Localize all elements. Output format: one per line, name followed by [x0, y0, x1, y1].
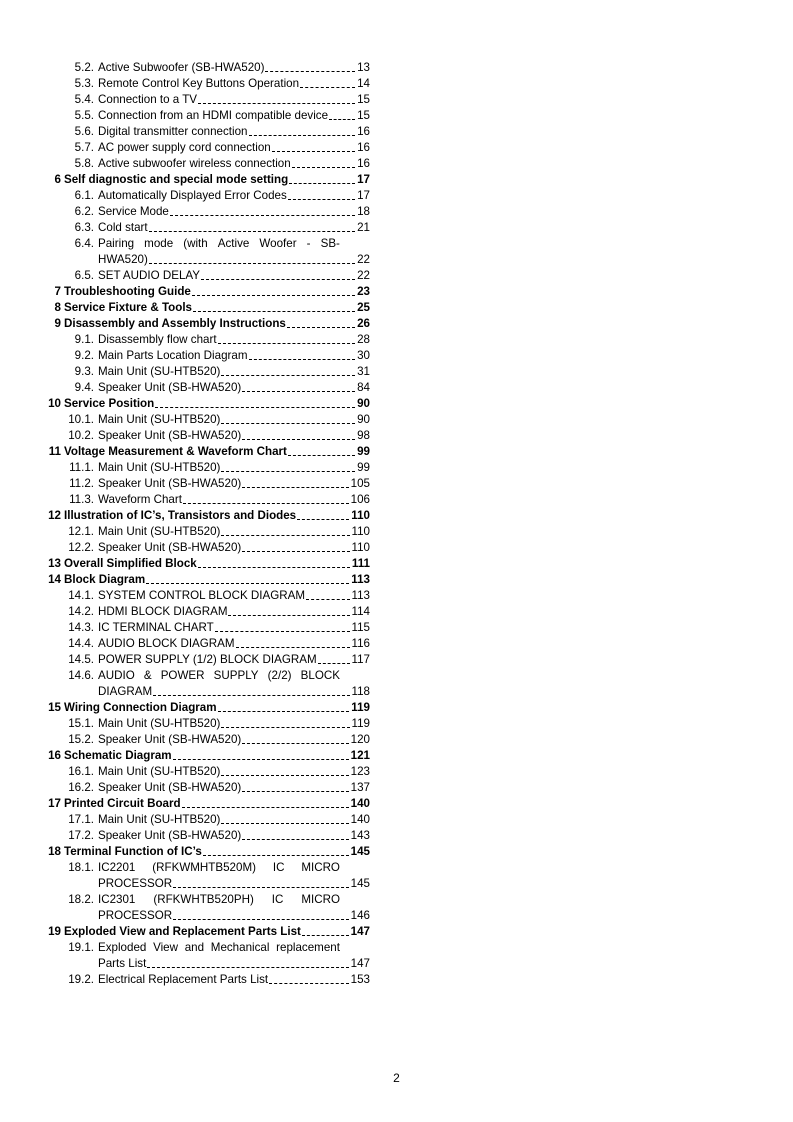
toc-subsection-entry[interactable]: [0, 732, 793, 748]
toc-entry-title: Pairing mode (with Active Woofer - SB-: [98, 237, 340, 250]
toc-entry-number: 14.4.: [68, 637, 94, 650]
toc-subsection-entry[interactable]: [0, 860, 793, 892]
dot-leader: [242, 487, 348, 488]
toc-section-entry[interactable]: [0, 300, 793, 316]
toc-page-number: 145: [350, 877, 370, 890]
toc-subsection-entry[interactable]: [0, 108, 793, 124]
toc-page-number: 28: [357, 333, 370, 346]
toc-entry-number: 8: [54, 301, 61, 314]
toc-entry-title: Connection from an HDMI compatible device: [98, 109, 329, 122]
toc-entry-title: Active Subwoofer (SB-HWA520): [98, 61, 265, 74]
toc-entry-number: 11.1.: [69, 461, 94, 474]
dot-leader: [236, 647, 350, 648]
toc-entry-number: 5.7.: [74, 141, 94, 154]
toc-section-entry[interactable]: [0, 844, 793, 860]
toc-section-entry[interactable]: [0, 444, 793, 460]
toc-entry-title: Illustration of IC’s, Transistors and Diodes: [64, 509, 297, 522]
toc-page-number: 23: [357, 285, 370, 298]
dot-leader: [215, 631, 350, 632]
dot-leader: [242, 439, 355, 440]
toc-entry-title: IC2301 (RFKWHTB520PH) IC MICRO: [98, 893, 340, 906]
toc-section-entry[interactable]: [0, 748, 793, 764]
dot-leader: [198, 567, 350, 568]
toc-page-number: 31: [357, 365, 370, 378]
toc-entry-number: 18.2.: [68, 893, 94, 906]
toc-entry-title: SYSTEM CONTROL BLOCK DIAGRAM: [98, 589, 306, 602]
toc-entry-number: 11.2.: [69, 477, 94, 490]
toc-subsection-entry[interactable]: [0, 268, 793, 284]
toc-subsection-entry[interactable]: [0, 892, 793, 924]
toc-subsection-entry[interactable]: [0, 636, 793, 652]
dot-leader: [242, 791, 348, 792]
toc-page-number: 147: [350, 925, 370, 938]
dot-leader: [249, 359, 356, 360]
toc-entry-title: Schematic Diagram: [64, 749, 172, 762]
toc-entry-title: Service Fixture & Tools: [64, 301, 193, 314]
toc-page-number: 145: [350, 845, 370, 858]
dot-leader: [242, 743, 348, 744]
toc-page-number: 147: [350, 957, 370, 970]
toc-entry-title: Speaker Unit (SB-HWA520): [98, 829, 242, 842]
toc-page-number: 140: [350, 797, 370, 810]
toc-entry-number: 12: [48, 509, 61, 522]
toc-page-number: 21: [357, 221, 370, 234]
dot-leader: [218, 711, 350, 712]
toc-page-number: 113: [351, 589, 370, 602]
toc-subsection-entry[interactable]: [0, 156, 793, 172]
toc-page-number: 90: [357, 397, 370, 410]
dot-leader: [242, 839, 348, 840]
toc-section-entry[interactable]: [0, 508, 793, 524]
toc-entry-title: Cold start: [98, 221, 148, 234]
toc-section-entry[interactable]: [0, 284, 793, 300]
toc-page-number: 120: [350, 733, 370, 746]
toc-entry-number: 5.3.: [74, 77, 94, 90]
dot-leader: [306, 599, 350, 600]
toc-entry-title: Remote Control Key Buttons Operation: [98, 77, 300, 90]
dot-leader: [183, 503, 349, 504]
toc-entry-title: AC power supply cord connection: [98, 141, 271, 154]
dot-leader: [147, 967, 348, 968]
toc-subsection-entry[interactable]: [0, 476, 793, 492]
dot-leader: [292, 167, 355, 168]
toc-entry-title: IC2201 (RFKWMHTB520M) IC MICRO: [98, 861, 340, 874]
toc-page-number: 146: [350, 909, 370, 922]
toc-page-number: 111: [351, 557, 370, 570]
toc-section-entry[interactable]: [0, 700, 793, 716]
toc-page-number: 16: [357, 125, 370, 138]
toc-entry-number: 16: [48, 749, 61, 762]
toc-subsection-entry[interactable]: [0, 412, 793, 428]
toc-subsection-entry[interactable]: [0, 972, 793, 988]
toc-page-number: 25: [357, 301, 370, 314]
dot-leader: [329, 119, 355, 120]
toc-subsection-entry[interactable]: [0, 460, 793, 476]
toc-section-entry[interactable]: [0, 316, 793, 332]
toc-subsection-entry[interactable]: [0, 380, 793, 396]
toc-subsection-entry[interactable]: [0, 588, 793, 604]
page-number: 2: [393, 1071, 400, 1085]
toc-entry-title: HDMI BLOCK DIAGRAM: [98, 605, 228, 618]
dot-leader: [193, 311, 355, 312]
toc-subsection-entry[interactable]: [0, 652, 793, 668]
toc-entry-title: Service Mode: [98, 205, 169, 218]
toc-entry-title: Speaker Unit (SB-HWA520): [98, 541, 242, 554]
toc-subsection-entry[interactable]: [0, 348, 793, 364]
toc-entry-number: 9: [54, 317, 61, 330]
toc-page-number: 30: [357, 349, 370, 362]
toc-entry-number: 9.3.: [74, 365, 94, 378]
toc-page-number: 16: [357, 141, 370, 154]
toc-subsection-entry[interactable]: [0, 364, 793, 380]
toc-entry-number: 6.5.: [74, 269, 94, 282]
toc-entry-number: 9.2.: [74, 349, 94, 362]
dot-leader: [221, 775, 348, 776]
toc-page-number: 16: [357, 157, 370, 170]
toc-entry-title-continued: DIAGRAM: [98, 685, 153, 698]
toc-page-number: 143: [350, 829, 370, 842]
toc-subsection-entry[interactable]: [0, 332, 793, 348]
toc-entry-title: Main Unit (SU-HTB520): [98, 525, 221, 538]
toc-subsection-entry[interactable]: [0, 76, 793, 92]
toc-entry-number: 7: [54, 285, 61, 298]
dot-leader: [182, 807, 349, 808]
toc-entry-number: 19.1.: [68, 941, 94, 954]
toc-entry-number: 12.2.: [68, 541, 94, 554]
dot-leader: [249, 135, 356, 136]
dot-leader: [198, 103, 355, 104]
toc-entry-number: 14.5.: [68, 653, 94, 666]
toc-entry-title: Self diagnostic and special mode setting: [64, 173, 289, 186]
toc-entry-number: 5.4.: [74, 93, 94, 106]
toc-subsection-entry[interactable]: [0, 780, 793, 796]
toc-section-entry[interactable]: [0, 556, 793, 572]
toc-subsection-entry[interactable]: [0, 60, 793, 76]
toc-subsection-entry[interactable]: [0, 604, 793, 620]
toc-entry-number: 15.1.: [68, 717, 94, 730]
dot-leader: [149, 231, 355, 232]
toc-page-number: 113: [351, 573, 370, 586]
dot-leader: [192, 295, 355, 296]
toc-page-number: 15: [357, 109, 370, 122]
dot-leader: [269, 983, 349, 984]
toc-entry-number: 13: [48, 557, 61, 570]
toc-entry-title: Automatically Displayed Error Codes: [98, 189, 287, 202]
dot-leader: [272, 151, 355, 152]
toc-entry-title: Block Diagram: [64, 573, 146, 586]
dot-leader: [173, 919, 349, 920]
toc-entry-title: Speaker Unit (SB-HWA520): [98, 781, 242, 794]
dot-leader: [221, 727, 349, 728]
toc-entry-number: 16.2.: [68, 781, 94, 794]
toc-entry-title-continued: PROCESSOR: [98, 909, 173, 922]
dot-leader: [242, 391, 355, 392]
toc-entry-title: Main Parts Location Diagram: [98, 349, 248, 362]
toc-entry-number: 14.2.: [68, 605, 94, 618]
toc-entry-number: 5.6.: [74, 125, 94, 138]
toc-entry-title: Service Position: [64, 397, 155, 410]
dot-leader: [201, 279, 355, 280]
toc-entry-title: Disassembly flow chart: [98, 333, 217, 346]
toc-entry-title: Terminal Function of IC’s: [64, 845, 202, 858]
toc-entry-title: Main Unit (SU-HTB520): [98, 413, 221, 426]
toc-page-number: 137: [350, 781, 370, 794]
toc-entry-number: 14.3.: [68, 621, 94, 634]
toc-page-number: 22: [357, 253, 370, 266]
dot-leader: [203, 855, 349, 856]
toc-entry-number: 12.1.: [68, 525, 94, 538]
toc-entry-title: AUDIO & POWER SUPPLY (2/2) BLOCK: [98, 669, 340, 682]
toc-entry-title: Active subwoofer wireless connection: [98, 157, 291, 170]
toc-entry-title: Overall Simplified Block: [64, 557, 197, 570]
toc-page-number: 115: [351, 621, 370, 634]
toc-entry-number: 16.1.: [68, 765, 94, 778]
toc-page-number: 119: [351, 717, 370, 730]
dot-leader: [221, 823, 348, 824]
dot-leader: [287, 327, 355, 328]
toc-entry-title: Digital transmitter connection: [98, 125, 248, 138]
toc-page-number: 13: [357, 61, 370, 74]
toc-page-number: 14: [357, 77, 370, 90]
toc-entry-title: Main Unit (SU-HTB520): [98, 813, 221, 826]
toc-subsection-entry[interactable]: [0, 940, 793, 972]
toc-subsection-entry[interactable]: [0, 140, 793, 156]
toc-page-number: 114: [351, 605, 370, 618]
toc-entry-number: 19.2.: [68, 973, 94, 986]
toc-entry-number: 15.2.: [68, 733, 94, 746]
toc-entry-title: Exploded View and Mechanical replacement: [98, 941, 340, 954]
toc-entry-number: 6: [54, 173, 61, 186]
toc-subsection-entry[interactable]: [0, 236, 793, 268]
toc-section-entry[interactable]: [0, 396, 793, 412]
toc-subsection-entry[interactable]: [0, 124, 793, 140]
dot-leader: [155, 407, 355, 408]
toc-entry-title: Electrical Replacement Parts List: [98, 973, 269, 986]
toc-entry-title: SET AUDIO DELAY: [98, 269, 201, 282]
toc-entry-title: Main Unit (SU-HTB520): [98, 717, 221, 730]
toc-entry-number: 10.2.: [68, 429, 94, 442]
toc-entry-title: Connection to a TV: [98, 93, 198, 106]
dot-leader: [265, 71, 355, 72]
toc-entry-number: 10.1.: [68, 413, 94, 426]
dot-leader: [289, 183, 355, 184]
toc-section-entry[interactable]: [0, 796, 793, 812]
toc-entry-title: Disassembly and Assembly Instructions: [64, 317, 286, 330]
toc-entry-number: 9.4.: [74, 381, 94, 394]
toc-page-number: 117: [351, 653, 370, 666]
toc-entry-number: 6.4.: [74, 237, 94, 250]
toc-page-number: 118: [351, 685, 370, 698]
dot-leader: [218, 343, 356, 344]
toc-entry-title-continued: HWA520): [98, 253, 148, 266]
toc-entry-title: Main Unit (SU-HTB520): [98, 461, 221, 474]
dot-leader: [302, 935, 349, 936]
toc-section-entry[interactable]: [0, 572, 793, 588]
toc-entry-number: 10: [48, 397, 61, 410]
toc-entry-title: IC TERMINAL CHART: [98, 621, 214, 634]
toc-subsection-entry[interactable]: [0, 524, 793, 540]
dot-leader: [288, 199, 355, 200]
toc-page-number: 99: [357, 461, 370, 474]
toc-subsection-entry[interactable]: [0, 204, 793, 220]
toc-entry-number: 5.8.: [74, 157, 94, 170]
toc-page-number: 17: [357, 189, 370, 202]
toc-entry-number: 18: [48, 845, 61, 858]
dot-leader: [288, 455, 355, 456]
toc-subsection-entry[interactable]: [0, 492, 793, 508]
toc-page-number: 17: [357, 173, 370, 186]
dot-leader: [173, 887, 349, 888]
dot-leader: [221, 535, 349, 536]
toc-page-number: 98: [357, 429, 370, 442]
toc-page-number: 26: [357, 317, 370, 330]
dot-leader: [170, 215, 355, 216]
toc-entry-number: 5.2.: [74, 61, 94, 74]
toc-subsection-entry[interactable]: [0, 812, 793, 828]
dot-leader: [300, 87, 355, 88]
toc-page-number: 15: [357, 93, 370, 106]
toc-subsection-entry[interactable]: [0, 92, 793, 108]
dot-leader: [228, 615, 349, 616]
dot-leader: [318, 663, 350, 664]
toc-subsection-entry[interactable]: [0, 716, 793, 732]
toc-page-number: 153: [350, 973, 370, 986]
toc-entry-title: Speaker Unit (SB-HWA520): [98, 477, 242, 490]
toc-page-number: 110: [351, 541, 370, 554]
toc-page-number: 110: [351, 509, 370, 522]
toc-page-number: 123: [350, 765, 370, 778]
dot-leader: [146, 583, 349, 584]
toc-page-number: 105: [350, 477, 370, 490]
toc-section-entry[interactable]: [0, 924, 793, 940]
toc-entry-number: 6.3.: [74, 221, 94, 234]
toc-page-number: 140: [350, 813, 370, 826]
toc-entry-title: Printed Circuit Board: [64, 797, 181, 810]
toc-page-number: 22: [357, 269, 370, 282]
toc-entry-number: 17: [48, 797, 61, 810]
toc-page-number: 119: [351, 701, 370, 714]
toc-entry-number: 6.2.: [74, 205, 94, 218]
toc-entry-title: AUDIO BLOCK DIAGRAM: [98, 637, 235, 650]
toc-subsection-entry[interactable]: [0, 220, 793, 236]
toc-entry-number: 11: [48, 445, 61, 458]
dot-leader: [153, 695, 349, 696]
dot-leader: [173, 759, 349, 760]
dot-leader: [297, 519, 349, 520]
toc-entry-title-continued: Parts List: [98, 957, 147, 970]
toc-section-entry[interactable]: [0, 172, 793, 188]
dot-leader: [221, 471, 355, 472]
toc-entry-number: 14.6.: [68, 669, 94, 682]
toc-subsection-entry[interactable]: [0, 668, 793, 700]
toc-subsection-entry[interactable]: [0, 428, 793, 444]
toc-entry-number: 14: [48, 573, 61, 586]
dot-leader: [242, 551, 349, 552]
toc-entry-title: Wiring Connection Diagram: [64, 701, 217, 714]
toc-subsection-entry[interactable]: [0, 188, 793, 204]
toc-entry-number: 17.2.: [68, 829, 94, 842]
toc-entry-title: POWER SUPPLY (1/2) BLOCK DIAGRAM: [98, 653, 317, 666]
toc-entry-number: 14.1.: [68, 589, 94, 602]
toc-entry-number: 6.1.: [74, 189, 94, 202]
toc-entry-title: Main Unit (SU-HTB520): [98, 365, 221, 378]
toc-page-number: 116: [351, 637, 370, 650]
toc-entry-title: Waveform Chart: [98, 493, 182, 506]
toc-entry-title: Speaker Unit (SB-HWA520): [98, 733, 242, 746]
toc-entry-number: 18.1.: [68, 861, 94, 874]
toc-entry-title: Speaker Unit (SB-HWA520): [98, 381, 242, 394]
toc-page-number: 99: [357, 445, 370, 458]
toc-subsection-entry[interactable]: [0, 540, 793, 556]
toc-page-number: 110: [351, 525, 370, 538]
dot-leader: [149, 263, 355, 264]
dot-leader: [221, 375, 355, 376]
toc-page-number: 90: [357, 413, 370, 426]
toc-page-number: 84: [357, 381, 370, 394]
toc-entry-title: Troubleshooting Guide: [64, 285, 191, 298]
toc-page-number: 106: [350, 493, 370, 506]
toc-page-number: 121: [350, 749, 370, 762]
toc-entry-number: 11.3.: [69, 493, 94, 506]
toc-entry-title: Main Unit (SU-HTB520): [98, 765, 221, 778]
toc-entry-number: 9.1.: [74, 333, 94, 346]
toc-subsection-entry[interactable]: [0, 620, 793, 636]
toc-subsection-entry[interactable]: [0, 764, 793, 780]
toc-entry-title: Exploded View and Replacement Parts List: [64, 925, 301, 938]
toc-entry-title: Voltage Measurement & Waveform Chart: [64, 445, 287, 458]
toc-subsection-entry[interactable]: [0, 828, 793, 844]
toc-entry-number: 19: [48, 925, 61, 938]
toc-entry-number: 17.1.: [68, 813, 94, 826]
toc-page-number: 18: [357, 205, 370, 218]
dot-leader: [221, 423, 355, 424]
toc-entry-title: Speaker Unit (SB-HWA520): [98, 429, 242, 442]
toc-entry-number: 15: [48, 701, 61, 714]
toc-entry-title-continued: PROCESSOR: [98, 877, 173, 890]
toc-entry-number: 5.5.: [74, 109, 94, 122]
